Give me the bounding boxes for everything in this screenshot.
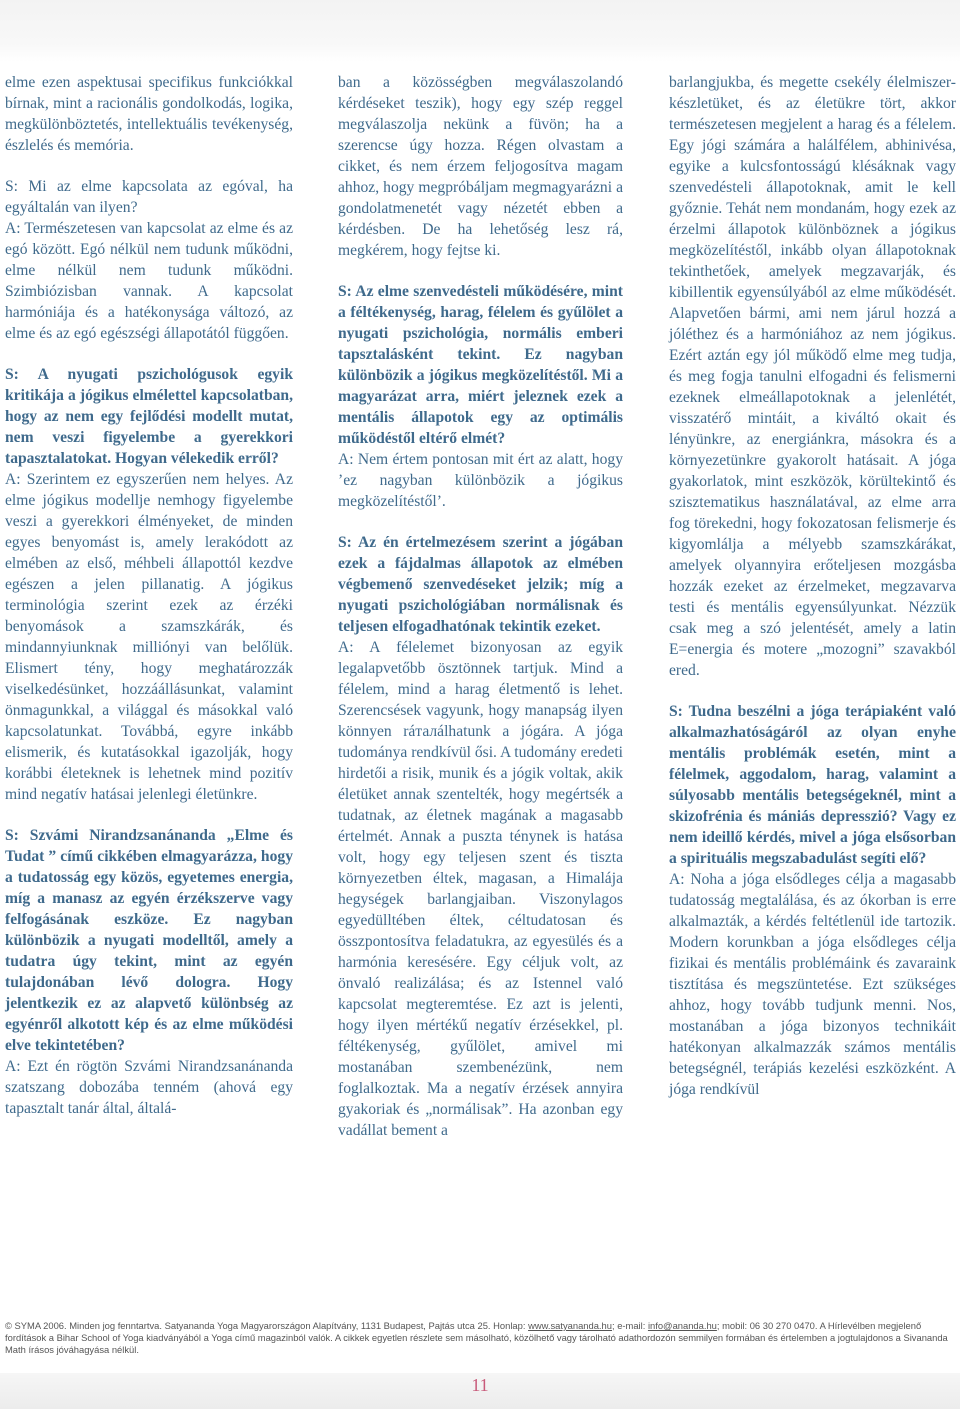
answer-paragraph: A: Természetesen van kapcsolat az elme és az egó között. Egó nélkül nem tudunk működni, elme nélkül nem tudunk működni. Szimbiózisban vannak. A kapcsolat harmóniája és a hatékonysága változó, az elme és az egó egészségi állapotától függően. bbox=[5, 220, 293, 342]
page-number: 11 bbox=[471, 1375, 489, 1395]
question-paragraph: S: Az én értelmezésem szerint a jógában ezek a fájdalmas állapotok az elmében végbemenő szenvedéseket jelzik; míg a nyugati pszichológiában normálisnak és teljesen elfogadhatónak tekintik ezeket. bbox=[338, 534, 623, 635]
text-column-3 bbox=[669, 72, 956, 1120]
answer-paragraph: A: Noha a jóga elsődleges célja a magasabb tudatosság megtalálása, és az ókorban is erre alkalmazták, a kérdés feltétlenül ide tartozik. Modern korunkban a jóga elsődleges célja fizikai és mentális problémáink és zavaraink tisztítása és megszüntetése. Ezt szükséges ahhoz, hogy tovább tudjunk menni. Nos, mostanában a jóga bizonyos technikáit hatékonyan alkalmazzák számos mentális betegségnél, terápiás kezelési eszközként. A jóga rendkívül bbox=[669, 871, 956, 1098]
footer-text-1: © SYMA 2006. Minden jog fenntartva. Satyananda Yoga Magyarországon Alapítvány, 1131 Budapest, Pajtás utca 25. Honlap: bbox=[5, 1320, 529, 1331]
answer-paragraph: A: Ezt én rögtön Szvámi Nirandzsanánanda szatszang dobozába tenném (ahová egy tapasztalt tanár által, általá- bbox=[5, 1058, 293, 1117]
answer-paragraph: A: A félelemet bizonyosan az egyik legalapvetőbb ösztönnek tartjuk. Mind a félelem, mind a harag életmentő is lehet. Szerencsések vagyunk, hogy manapság ilyen könnyen ráталálhatunk a jógára. A jóga tudománya rendkívül ősi. A tudomány eredeti hirdetői a risik, munik és a jógik voltak, akik életüket annak szentelték, hogy megértsék a tudatnak, az életnek magának a magasabb értelmét. Annak a puszta ténynek is hatása volt, hogy egy teljesen szent és tiszta környezetben éltek, magasan, a Himalája hegységek barlangjaiban. Viszonylagos egyedülltében éltek, céltudatosan és összpontosítva feladatukra, az egyesülés és a harmónia keresésére. Egy céljuk volt, az önvaló realizálása; és az Istennel való kapcsolat megteremtése. Ez azt is jelenti, hogy ilyen mértékű negatív érzésekkel, pl. féltékenység, gyűlölet, amivel mi mostanában szembenézünk, nem foglalkoztak. Ma a negatív érzések annyira gyakoriak és „normálisak”. Ha azonban egy vadállat bement a bbox=[338, 639, 623, 1139]
question-paragraph: S: Az elme szenvedésteli működésére, mint a féltékenység, harag, félelem és gyűlölet a nyugati pszichológia, normális emberi tapsztalásként tekint. Ez nagyban különbözik a jógikus megközelítéstől. Mi a magyarázat arra, miért jeleznek ezek a mentális állapotok egy az optimális működéstől eltérő elmét? bbox=[338, 283, 623, 447]
answer-paragraph: ban a közösségben megválaszolandó kérdéseket teszik), hogy egy szép reggel megválaszolja nekünk a füvön; ha a szerencse úgy hozza. Régen olvastam a cikket, és nem érzem feljogosítva magam ahhoz, hogy megpróbáljam megmagyarázni a gondolatmenetét vagy nézetét ebben a kérdésben. De ha lehetőség lesz rá, megkérem, hogy fejtse ki. bbox=[338, 74, 623, 259]
question-paragraph: S: Tudna beszélni a jóga terápiaként való alkalmazhatóságáról az olyan enyhe mentális problémák esetén, mint a félelmek, aggodalom, harag, valamint a súlyosabb mentális betegségeknél, mint a skizofrénia és mániás depresszió? Vagy ez nem ideillő kérdés, mivel a jóga elsősorban a spirituális megszabadulást segíti elő? bbox=[669, 703, 956, 867]
question-paragraph: S: A nyugati pszichológusok egyik kritikája a jógikus elmélettel kapcsolatban, hogy az nem egy fejlődési modellt mutat, nem veszi figyelembe a gyerekkori tapasztalatokat. Hogyan vélekedik erről? bbox=[5, 366, 293, 467]
website-link[interactable]: www.satyananda.hu bbox=[528, 1320, 612, 1331]
footer-text-2: ; e-mail: bbox=[611, 1320, 648, 1331]
answer-paragraph: elme ezen aspektusai specifikus funkciókkal bírnak, mint a racionális gondolkodás, logika, megkülönböztetés, intellektuális tevékenység, észlelés és memória. bbox=[5, 74, 293, 154]
footer-text-3: ; mobil: 06 30 270 0470. A Hírlevélben megjelenő fordítások a Bihar School of Yoga kiadványából a Yoga című magazinból valók. A cikkek egyetlen részlete sem másolható, közölhető vagy tárolható adathordozón semmilyen formában és értelemben a jogtulajdonos a Sivananda Math írásos jóváhagyása nélkül. bbox=[5, 1320, 948, 1355]
answer-paragraph: A: Nem értem pontosan mit ért az alatt, hogy ’ez nagyban különbözik a jógikus megközelítéstől’. bbox=[338, 451, 623, 510]
text-column-2 bbox=[338, 72, 623, 1161]
email-link[interactable]: info@ananda.hu bbox=[647, 1320, 717, 1331]
question-paragraph: S: Szvámi Nirandzsanánanda „Elme és Tudat ” című cikkében elmagyarázza, hogy a tudatosság egy közös, egyetemes energia, míg a manasz az egyén érzékszerve vagy felfogásának eszköze. Ez nagyban különbözik a nyugati modelltől, amely a tudatra úgy tekint, mint az egyén tulajdonában lévő dologra. Hogy jelentkezik ez az alapvető különbség az egyénről alkotott kép és az elme működési elve tekintetében? bbox=[5, 827, 293, 1054]
question-paragraph: S: Mi az elme kapcsolata az egóval, ha egyáltalán van ilyen? bbox=[5, 178, 293, 216]
top-header-band bbox=[0, 0, 960, 62]
answer-paragraph: A: Szerintem ez egyszerűen nem helyes. Az elme jógikus modellje nemhogy figyelembe veszi a gyerekkori élményeket, de minden egyes benyomást is, amely lerakódott az elmében az első, méhbeli állapottól kezdve egészen a jelen pillanatig. A jógikus terminológia szerint ezek az érzéki benyomások a szamszkárák, és mindannyiunknak milliónyi van belőlük. Elismert tény, hogy meghatározzák viselkedésünket, hozzáállásunkat, valamint önmagunkkal, a világgal és másokkal való kapcsolatunkat. Továbbá, egyre inkább elismerik, és kutatásokkal igazolják, hogy korábbi életeknek is lehetnek mind pozitív mind negatív hatásai jelenlegi életünkre. bbox=[5, 471, 293, 803]
answer-paragraph: barlangjukba, és megette csekély élelmiszer-készletüket, és az életükre tört, akkor természetesen megjelent a harag és a félelem. Egy jógi számára a halálfélem, abhinivésa, egyike a kulcsfontosságú klésáknak vagy szenvedésteli állapotoknak, amit le kell győznie. Tehát nem mondanám, hogy ezek az érzelmi állapotok különböznek a jógikus megközelítéstől, inkább olyan állapotoknak tekinthetőek, amelyek megzavarják, és kibillentik egyensúlyából az elme működését. Alapvetően bármi, ami nem járul hozzá a jóléthez és a harmóniához az nem jógikus. Ezért aztán egy jól működő elme meg tudja, és meg fogja tanulni elfogadni és felismerni ezeknek elmeállapotoknak a jelenlétét, visszatérő mintáit, a kiváltó okait és lényünkre, az energiánkra, másokra és a környezetünkre gyakorolt hatásait. A jóga gyakorlatok, mint eszközök, körültekintő és szisztematikus használatával, az elme arra fog törekedni, hogy fokozatosan felismerje és kigyomlálja a mélyebb szamszkárákat, amelyek olyannyira erőteljesen mozgásba hozzák ezeket az érzelmeket, megzavarva testi és mentális egyensúlyunkat. Nézzük csak meg a szó jelentését, amely a latin E=energia és motere „mozogni” szavakból ered. bbox=[669, 74, 956, 679]
text-column-1 bbox=[5, 72, 293, 1139]
copyright-footer bbox=[5, 1320, 955, 1356]
